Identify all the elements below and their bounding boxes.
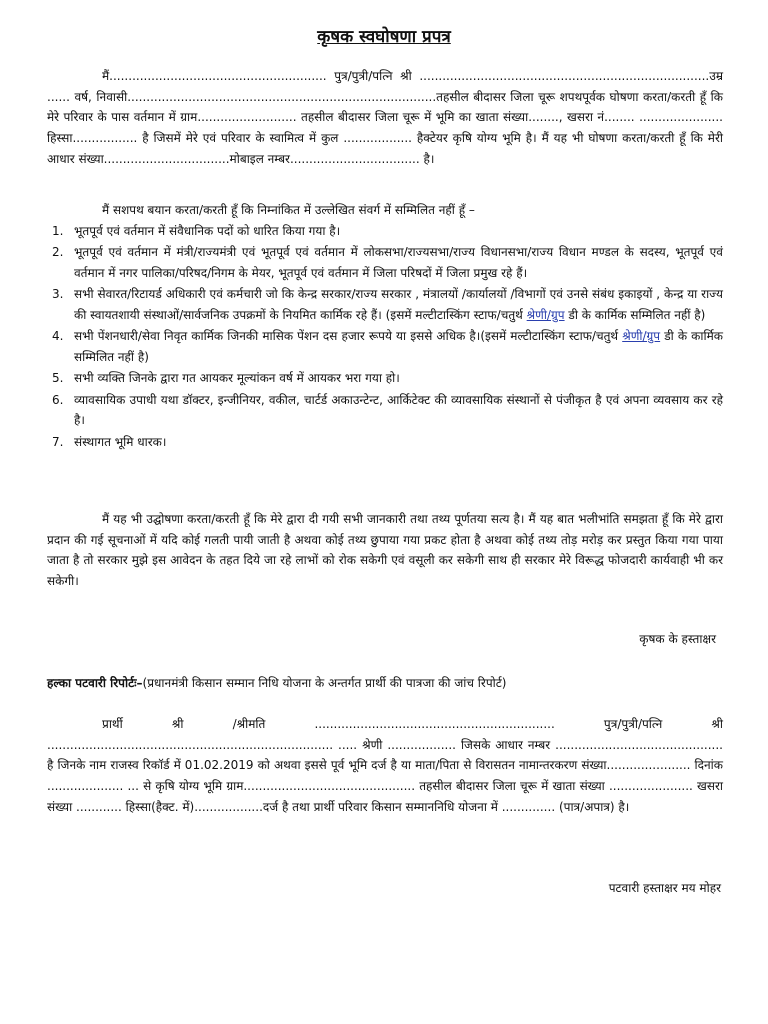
exclusion-text: भूतपूर्व एवं वर्तमान में संवैधानिक पदों को धारित किया गया है।: [74, 224, 341, 238]
patwari-report-title: हल्का पटवारी रिपोर्टः–: [47, 676, 143, 690]
exclusion-text-before-link: सभी पेंशनधारी/सेवा निवृत कार्मिक जिनकी मासिक पेंशन दस हजार रूपये या इससे अधिक है।(इसमें मल्टीटास्किंग स्टाफ/चतुर्थ: [74, 329, 623, 344]
exclusion-text: संस्थागत भूमि धारक।: [74, 434, 167, 449]
exclusion-text: भूतपूर्व एवं वर्तमान में मंत्री/राज्यमंत्री एवं भूतपूर्व एवं वर्तमान में लोकसभा/राज्यसभा/राज्य विधानसभा/राज्य विधान मण्डल के सदस्य, भूतपूर्व एवं वर्तमान में नगर पालिका/परिषद/निगम के मेयर, भूतपूर्व एवं वर्तमान में जिला परिषदों में जिला प्रमुख रहे हैं।: [74, 245, 723, 280]
exclusion-number: 7.: [52, 434, 64, 449]
exclusion-text-after-link: डी के कार्मिक सम्मिलित नहीं है): [564, 308, 706, 322]
exclusion-number: 3.: [52, 287, 64, 302]
patwari-report-body: प्रार्थी श्री /श्रीमति ............................................................... पुत्र/पुत्री/पत्नि श्री ........................................................................... ..... श्रेणी .................. जिसके आधार नम्बर ............................................ है जिनके नाम राजस्व रिकॉर्ड में 01.02.2019 को अथवा इससे पूर्व भूमि दर्ज है या माता/पिता से विरासतन नामान्तरकरण संख्या...................... दिनांक .................... ... से कृषि योग्य भूमि ग्राम............................................. तहसील बीदासर जिला चूरू में खाता संख्या ...................... खसरा संख्या ............ हिस्सा(हैक्ट. में)..................दर्ज है तथा प्रार्थी परिवार किसान सम्माननिधि योजना में .............. (पात्र/अपात्र) है।: [47, 717, 723, 814]
exclusion-item-1: [47, 221, 723, 242]
category-group-link[interactable]: श्रेणी/ग्रुप: [526, 308, 565, 322]
category-group-link[interactable]: श्रेणी/ग्रुप: [622, 329, 661, 344]
exclusion-text-before-link: सभी सेवारत/रिटायर्ड अधिकारी एवं कर्मचारी जो कि केन्द्र सरकार/राज्य सरकार , मंत्रालयों /कार्यालयों /विभागों एवं उनसे संबंध इकाइयों , केन्द्र या राज्य की स्वायतशायी संस्थाओं/सार्वजनिक उपक्रमों के नियमित कार्मिक रहे हैं। (इसमें मल्टीटास्किंग स्टाफ/चतुर्थ: [74, 287, 723, 322]
oath-line: मैं सशपथ बयान करता/करती हूँ कि निम्नांकित में उल्लेखित संवर्ग में सम्मिलित नहीं हूँ –: [102, 203, 475, 217]
document-title-text: कृषक स्वघोषणा प्रपत्र: [317, 27, 451, 47]
exclusion-text: व्यावसायिक उपाधी यथा डॉक्टर, इन्जीनियर, वकील, चार्टर्ड अकाउन्टेन्ट, आर्किटेक्ट की व्यावसायिक संस्थानों से पंजीकृत है एवं अपना व्यवसाय कर रहे है।: [74, 392, 723, 428]
exclusion-number: 2.: [52, 245, 64, 260]
patwari-report-subtitle: (प्रधानमंत्री किसान सम्मान निधि योजना के अन्तर्गत प्रार्थी की पात्रजा की जांच रिपोर्ट): [142, 676, 507, 690]
farmer-signature-label: कृषक के हस्ताक्षर: [639, 632, 716, 646]
patwari-signature-label: पटवारी हस्ताक्षर मय मोहर: [608, 881, 721, 895]
exclusion-text: सभी व्यक्ति जिनके द्वारा गत आयकर मूल्यांकन वर्ष में आयकर भरा गया हो।: [74, 371, 400, 386]
exclusion-item-5: [47, 368, 723, 389]
patwari-report-heading: [47, 673, 723, 694]
exclusion-item-2: [47, 242, 723, 283]
exclusion-item-4: [47, 326, 723, 367]
exclusion-item-6: [47, 390, 723, 431]
declaration-intro-paragraph: मैं......................................................... पुत्र/पुत्री/पत्नि श्री ............................................................................उम्र ...... वर्ष, निवासी.................................................................................तहसील बीदासर जिला चूरू शपथपूर्वक घोषणा करता/करती हूँ कि मेरे परिवार के पास वर्तमान में ग्राम.......................... तहसील बीदासर जिला चूरू में भूमि का खाता संख्या........, खसरा नं........ ...................... हिस्सा................. है जिसमें मेरे एवं परिवार के स्वामित्व में कुल .................. हैक्टेयर कृषि योग्य भूमि है। मैं यह भी घोषणा करता/करती हूँ कि मेरी आधार संख्या.................................मोबाइल नम्बर.................................. है।: [47, 69, 723, 166]
exclusion-number: 6.: [52, 392, 64, 407]
exclusion-item-3: [47, 284, 723, 325]
undertaking-paragraph: मैं यह भी उद्घोषणा करता/करती हूँ कि मेरे द्वारा दी गयी सभी जानकारी तथा तथ्य पूर्णतया सत्य है। मैं यह बात भलीभांति समझता हूँ कि मेरे द्वारा प्रदान की गई सूचनाओं में यदि कोई गलती पायी जाती है अथवा कोई तथ्य छुपाया गया प्रकट होता है अथवा कोई तथ्य तोड़ मरोड़ कर प्रस्तुत किया गया पाया जाता है तो सरकार मुझे इस आवेदन के तहत दिये जा रहे लाभों को रोक सकेगी एवं वसूली कर सकेगी साथ ही सरकार मेरे विरूद्ध फोजदारी कार्यवाही भी कर सकेगी।: [47, 512, 723, 589]
document-title: [0, 24, 768, 50]
exclusion-text-after-link: डी के कार्मिक सम्मिलित नहीं है): [74, 329, 723, 364]
exclusion-item-7: [47, 432, 723, 453]
exclusion-list: [47, 221, 723, 452]
exclusion-number: 5.: [52, 371, 64, 386]
exclusion-number: 1.: [52, 224, 64, 238]
exclusion-number: 4.: [52, 329, 64, 344]
